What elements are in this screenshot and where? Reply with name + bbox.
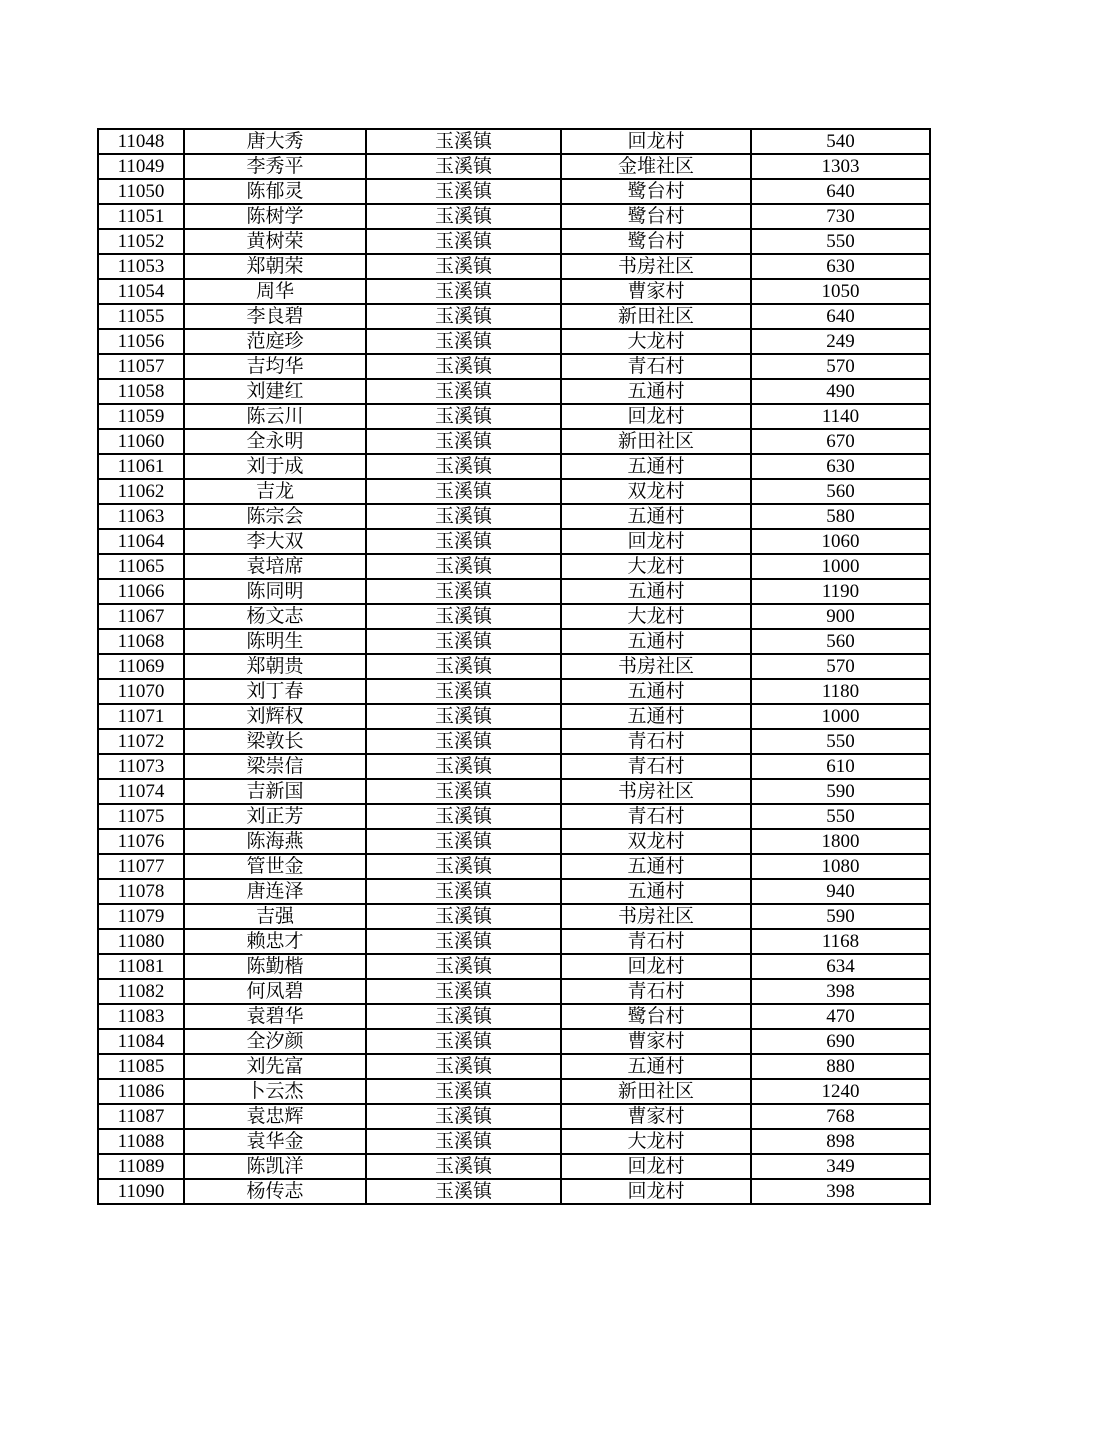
id-cell: 11060 xyxy=(98,429,184,454)
amount-cell: 570 xyxy=(751,354,930,379)
amount-cell: 730 xyxy=(751,204,930,229)
village-cell: 金堆社区 xyxy=(561,154,751,179)
name-cell: 杨文志 xyxy=(184,604,366,629)
table-row xyxy=(98,529,930,554)
table-row xyxy=(98,354,930,379)
village-cell: 五通村 xyxy=(561,504,751,529)
village-cell: 书房社区 xyxy=(561,254,751,279)
id-cell: 11055 xyxy=(98,304,184,329)
village-cell: 大龙村 xyxy=(561,604,751,629)
amount-cell: 398 xyxy=(751,1179,930,1204)
name-cell: 全永明 xyxy=(184,429,366,454)
table-row xyxy=(98,1004,930,1029)
village-cell: 双龙村 xyxy=(561,479,751,504)
table-row xyxy=(98,829,930,854)
amount-cell: 470 xyxy=(751,1004,930,1029)
table-row xyxy=(98,304,930,329)
town-cell: 玉溪镇 xyxy=(366,454,561,479)
amount-cell: 670 xyxy=(751,429,930,454)
id-cell: 11084 xyxy=(98,1029,184,1054)
name-cell: 吉均华 xyxy=(184,354,366,379)
name-cell: 全汐颜 xyxy=(184,1029,366,1054)
id-cell: 11081 xyxy=(98,954,184,979)
town-cell: 玉溪镇 xyxy=(366,604,561,629)
amount-cell: 898 xyxy=(751,1129,930,1154)
id-cell: 11052 xyxy=(98,229,184,254)
id-cell: 11089 xyxy=(98,1154,184,1179)
village-cell: 回龙村 xyxy=(561,1179,751,1204)
name-cell: 刘辉权 xyxy=(184,704,366,729)
name-cell: 范庭珍 xyxy=(184,329,366,354)
town-cell: 玉溪镇 xyxy=(366,854,561,879)
amount-cell: 550 xyxy=(751,804,930,829)
table-row xyxy=(98,704,930,729)
village-cell: 鹭台村 xyxy=(561,179,751,204)
table-row xyxy=(98,979,930,1004)
id-cell: 11082 xyxy=(98,979,184,1004)
village-cell: 新田社区 xyxy=(561,429,751,454)
town-cell: 玉溪镇 xyxy=(366,904,561,929)
id-cell: 11048 xyxy=(98,129,184,154)
town-cell: 玉溪镇 xyxy=(366,129,561,154)
amount-cell: 1080 xyxy=(751,854,930,879)
town-cell: 玉溪镇 xyxy=(366,429,561,454)
amount-cell: 550 xyxy=(751,229,930,254)
village-cell: 书房社区 xyxy=(561,654,751,679)
village-cell: 青石村 xyxy=(561,979,751,1004)
amount-cell: 1240 xyxy=(751,1079,930,1104)
town-cell: 玉溪镇 xyxy=(366,229,561,254)
id-cell: 11063 xyxy=(98,504,184,529)
name-cell: 陈郁灵 xyxy=(184,179,366,204)
village-cell: 大龙村 xyxy=(561,554,751,579)
name-cell: 卜云杰 xyxy=(184,1079,366,1104)
village-cell: 五通村 xyxy=(561,704,751,729)
name-cell: 陈明生 xyxy=(184,629,366,654)
name-cell: 陈海燕 xyxy=(184,829,366,854)
name-cell: 刘正芳 xyxy=(184,804,366,829)
id-cell: 11083 xyxy=(98,1004,184,1029)
name-cell: 杨传志 xyxy=(184,1179,366,1204)
name-cell: 李秀平 xyxy=(184,154,366,179)
amount-cell: 560 xyxy=(751,479,930,504)
table-row xyxy=(98,404,930,429)
town-cell: 玉溪镇 xyxy=(366,629,561,654)
village-cell: 五通村 xyxy=(561,379,751,404)
amount-cell: 1000 xyxy=(751,704,930,729)
village-cell: 五通村 xyxy=(561,629,751,654)
town-cell: 玉溪镇 xyxy=(366,1104,561,1129)
town-cell: 玉溪镇 xyxy=(366,529,561,554)
village-cell: 曹家村 xyxy=(561,279,751,304)
name-cell: 郑朝荣 xyxy=(184,254,366,279)
table-row xyxy=(98,279,930,304)
village-cell: 新田社区 xyxy=(561,304,751,329)
id-cell: 11066 xyxy=(98,579,184,604)
id-cell: 11073 xyxy=(98,754,184,779)
name-cell: 唐大秀 xyxy=(184,129,366,154)
name-cell: 李大双 xyxy=(184,529,366,554)
village-cell: 曹家村 xyxy=(561,1029,751,1054)
amount-cell: 580 xyxy=(751,504,930,529)
village-cell: 回龙村 xyxy=(561,1154,751,1179)
amount-cell: 690 xyxy=(751,1029,930,1054)
town-cell: 玉溪镇 xyxy=(366,1079,561,1104)
name-cell: 梁崇信 xyxy=(184,754,366,779)
village-cell: 青石村 xyxy=(561,929,751,954)
town-cell: 玉溪镇 xyxy=(366,379,561,404)
town-cell: 玉溪镇 xyxy=(366,654,561,679)
name-cell: 刘丁春 xyxy=(184,679,366,704)
amount-cell: 1190 xyxy=(751,579,930,604)
table-row xyxy=(98,779,930,804)
amount-cell: 610 xyxy=(751,754,930,779)
village-cell: 五通村 xyxy=(561,579,751,604)
id-cell: 11054 xyxy=(98,279,184,304)
name-cell: 刘建红 xyxy=(184,379,366,404)
village-cell: 书房社区 xyxy=(561,779,751,804)
name-cell: 唐连泽 xyxy=(184,879,366,904)
town-cell: 玉溪镇 xyxy=(366,1029,561,1054)
table-row xyxy=(98,879,930,904)
id-cell: 11068 xyxy=(98,629,184,654)
name-cell: 陈云川 xyxy=(184,404,366,429)
town-cell: 玉溪镇 xyxy=(366,879,561,904)
village-cell: 大龙村 xyxy=(561,1129,751,1154)
table-row xyxy=(98,954,930,979)
village-cell: 五通村 xyxy=(561,1054,751,1079)
name-cell: 刘先富 xyxy=(184,1054,366,1079)
town-cell: 玉溪镇 xyxy=(366,1054,561,1079)
amount-cell: 940 xyxy=(751,879,930,904)
id-cell: 11057 xyxy=(98,354,184,379)
table-row xyxy=(98,1179,930,1204)
name-cell: 陈凯洋 xyxy=(184,1154,366,1179)
town-cell: 玉溪镇 xyxy=(366,279,561,304)
amount-cell: 1303 xyxy=(751,154,930,179)
village-cell: 回龙村 xyxy=(561,129,751,154)
table-row xyxy=(98,204,930,229)
table-row xyxy=(98,629,930,654)
id-cell: 11061 xyxy=(98,454,184,479)
town-cell: 玉溪镇 xyxy=(366,504,561,529)
table-row xyxy=(98,1104,930,1129)
table-row xyxy=(98,429,930,454)
table-body xyxy=(98,129,930,1204)
table-row xyxy=(98,1129,930,1154)
village-cell: 鹭台村 xyxy=(561,204,751,229)
id-cell: 11077 xyxy=(98,854,184,879)
name-cell: 陈同明 xyxy=(184,579,366,604)
amount-cell: 630 xyxy=(751,454,930,479)
table-row xyxy=(98,654,930,679)
name-cell: 袁忠辉 xyxy=(184,1104,366,1129)
id-cell: 11078 xyxy=(98,879,184,904)
amount-cell: 590 xyxy=(751,904,930,929)
name-cell: 吉新国 xyxy=(184,779,366,804)
name-cell: 周华 xyxy=(184,279,366,304)
town-cell: 玉溪镇 xyxy=(366,729,561,754)
table-row xyxy=(98,679,930,704)
table-row xyxy=(98,729,930,754)
id-cell: 11069 xyxy=(98,654,184,679)
table-row xyxy=(98,1029,930,1054)
town-cell: 玉溪镇 xyxy=(366,179,561,204)
amount-cell: 249 xyxy=(751,329,930,354)
id-cell: 11067 xyxy=(98,604,184,629)
name-cell: 袁碧华 xyxy=(184,1004,366,1029)
town-cell: 玉溪镇 xyxy=(366,404,561,429)
town-cell: 玉溪镇 xyxy=(366,329,561,354)
amount-cell: 550 xyxy=(751,729,930,754)
town-cell: 玉溪镇 xyxy=(366,1179,561,1204)
town-cell: 玉溪镇 xyxy=(366,579,561,604)
table-row xyxy=(98,804,930,829)
table-row xyxy=(98,154,930,179)
town-cell: 玉溪镇 xyxy=(366,754,561,779)
id-cell: 11062 xyxy=(98,479,184,504)
amount-cell: 1180 xyxy=(751,679,930,704)
id-cell: 11070 xyxy=(98,679,184,704)
amount-cell: 1000 xyxy=(751,554,930,579)
village-cell: 五通村 xyxy=(561,454,751,479)
name-cell: 刘于成 xyxy=(184,454,366,479)
id-cell: 11056 xyxy=(98,329,184,354)
amount-cell: 590 xyxy=(751,779,930,804)
id-cell: 11088 xyxy=(98,1129,184,1154)
id-cell: 11074 xyxy=(98,779,184,804)
town-cell: 玉溪镇 xyxy=(366,779,561,804)
village-cell: 青石村 xyxy=(561,729,751,754)
village-cell: 五通村 xyxy=(561,679,751,704)
town-cell: 玉溪镇 xyxy=(366,554,561,579)
town-cell: 玉溪镇 xyxy=(366,679,561,704)
town-cell: 玉溪镇 xyxy=(366,154,561,179)
table-row xyxy=(98,254,930,279)
name-cell: 何凤碧 xyxy=(184,979,366,1004)
name-cell: 吉强 xyxy=(184,904,366,929)
id-cell: 11086 xyxy=(98,1079,184,1104)
town-cell: 玉溪镇 xyxy=(366,829,561,854)
name-cell: 吉龙 xyxy=(184,479,366,504)
id-cell: 11064 xyxy=(98,529,184,554)
village-cell: 青石村 xyxy=(561,804,751,829)
name-cell: 袁华金 xyxy=(184,1129,366,1154)
town-cell: 玉溪镇 xyxy=(366,929,561,954)
table-row xyxy=(98,129,930,154)
village-cell: 青石村 xyxy=(561,754,751,779)
amount-cell: 490 xyxy=(751,379,930,404)
village-cell: 青石村 xyxy=(561,354,751,379)
village-cell: 曹家村 xyxy=(561,1104,751,1129)
amount-cell: 880 xyxy=(751,1054,930,1079)
village-cell: 鹭台村 xyxy=(561,229,751,254)
amount-cell: 900 xyxy=(751,604,930,629)
name-cell: 陈勤楷 xyxy=(184,954,366,979)
id-cell: 11059 xyxy=(98,404,184,429)
town-cell: 玉溪镇 xyxy=(366,1154,561,1179)
village-cell: 五通村 xyxy=(561,879,751,904)
id-cell: 11076 xyxy=(98,829,184,854)
id-cell: 11058 xyxy=(98,379,184,404)
town-cell: 玉溪镇 xyxy=(366,304,561,329)
name-cell: 黄树荣 xyxy=(184,229,366,254)
amount-cell: 570 xyxy=(751,654,930,679)
town-cell: 玉溪镇 xyxy=(366,1004,561,1029)
village-cell: 回龙村 xyxy=(561,404,751,429)
name-cell: 陈树学 xyxy=(184,204,366,229)
id-cell: 11087 xyxy=(98,1104,184,1129)
amount-cell: 1050 xyxy=(751,279,930,304)
village-cell: 新田社区 xyxy=(561,1079,751,1104)
town-cell: 玉溪镇 xyxy=(366,354,561,379)
id-cell: 11090 xyxy=(98,1179,184,1204)
table-row xyxy=(98,904,930,929)
town-cell: 玉溪镇 xyxy=(366,254,561,279)
village-cell: 五通村 xyxy=(561,854,751,879)
village-cell: 回龙村 xyxy=(561,954,751,979)
name-cell: 郑朝贵 xyxy=(184,654,366,679)
amount-cell: 1168 xyxy=(751,929,930,954)
amount-cell: 398 xyxy=(751,979,930,1004)
id-cell: 11079 xyxy=(98,904,184,929)
town-cell: 玉溪镇 xyxy=(366,479,561,504)
amount-cell: 1140 xyxy=(751,404,930,429)
id-cell: 11051 xyxy=(98,204,184,229)
amount-cell: 1060 xyxy=(751,529,930,554)
village-cell: 鹭台村 xyxy=(561,1004,751,1029)
town-cell: 玉溪镇 xyxy=(366,204,561,229)
table-row xyxy=(98,379,930,404)
table-row xyxy=(98,1079,930,1104)
table-row xyxy=(98,854,930,879)
table-row xyxy=(98,1154,930,1179)
table-row xyxy=(98,479,930,504)
id-cell: 11053 xyxy=(98,254,184,279)
name-cell: 李良碧 xyxy=(184,304,366,329)
village-cell: 双龙村 xyxy=(561,829,751,854)
id-cell: 11085 xyxy=(98,1054,184,1079)
amount-cell: 640 xyxy=(751,304,930,329)
roster-table xyxy=(97,128,931,1205)
table-row xyxy=(98,754,930,779)
amount-cell: 630 xyxy=(751,254,930,279)
village-cell: 大龙村 xyxy=(561,329,751,354)
amount-cell: 634 xyxy=(751,954,930,979)
table-row xyxy=(98,929,930,954)
id-cell: 11075 xyxy=(98,804,184,829)
amount-cell: 560 xyxy=(751,629,930,654)
village-cell: 回龙村 xyxy=(561,529,751,554)
table-row xyxy=(98,179,930,204)
name-cell: 管世金 xyxy=(184,854,366,879)
table-row xyxy=(98,454,930,479)
amount-cell: 768 xyxy=(751,1104,930,1129)
town-cell: 玉溪镇 xyxy=(366,979,561,1004)
table-row xyxy=(98,504,930,529)
id-cell: 11049 xyxy=(98,154,184,179)
amount-cell: 349 xyxy=(751,1154,930,1179)
table-row xyxy=(98,1054,930,1079)
name-cell: 梁敦长 xyxy=(184,729,366,754)
amount-cell: 540 xyxy=(751,129,930,154)
town-cell: 玉溪镇 xyxy=(366,954,561,979)
table-row xyxy=(98,554,930,579)
id-cell: 11080 xyxy=(98,929,184,954)
village-cell: 书房社区 xyxy=(561,904,751,929)
name-cell: 陈宗会 xyxy=(184,504,366,529)
amount-cell: 640 xyxy=(751,179,930,204)
table-row xyxy=(98,329,930,354)
town-cell: 玉溪镇 xyxy=(366,1129,561,1154)
id-cell: 11072 xyxy=(98,729,184,754)
amount-cell: 1800 xyxy=(751,829,930,854)
table-row xyxy=(98,229,930,254)
id-cell: 11065 xyxy=(98,554,184,579)
name-cell: 赖忠才 xyxy=(184,929,366,954)
id-cell: 11050 xyxy=(98,179,184,204)
town-cell: 玉溪镇 xyxy=(366,704,561,729)
id-cell: 11071 xyxy=(98,704,184,729)
town-cell: 玉溪镇 xyxy=(366,804,561,829)
table-row xyxy=(98,579,930,604)
name-cell: 袁培席 xyxy=(184,554,366,579)
table-row xyxy=(98,604,930,629)
